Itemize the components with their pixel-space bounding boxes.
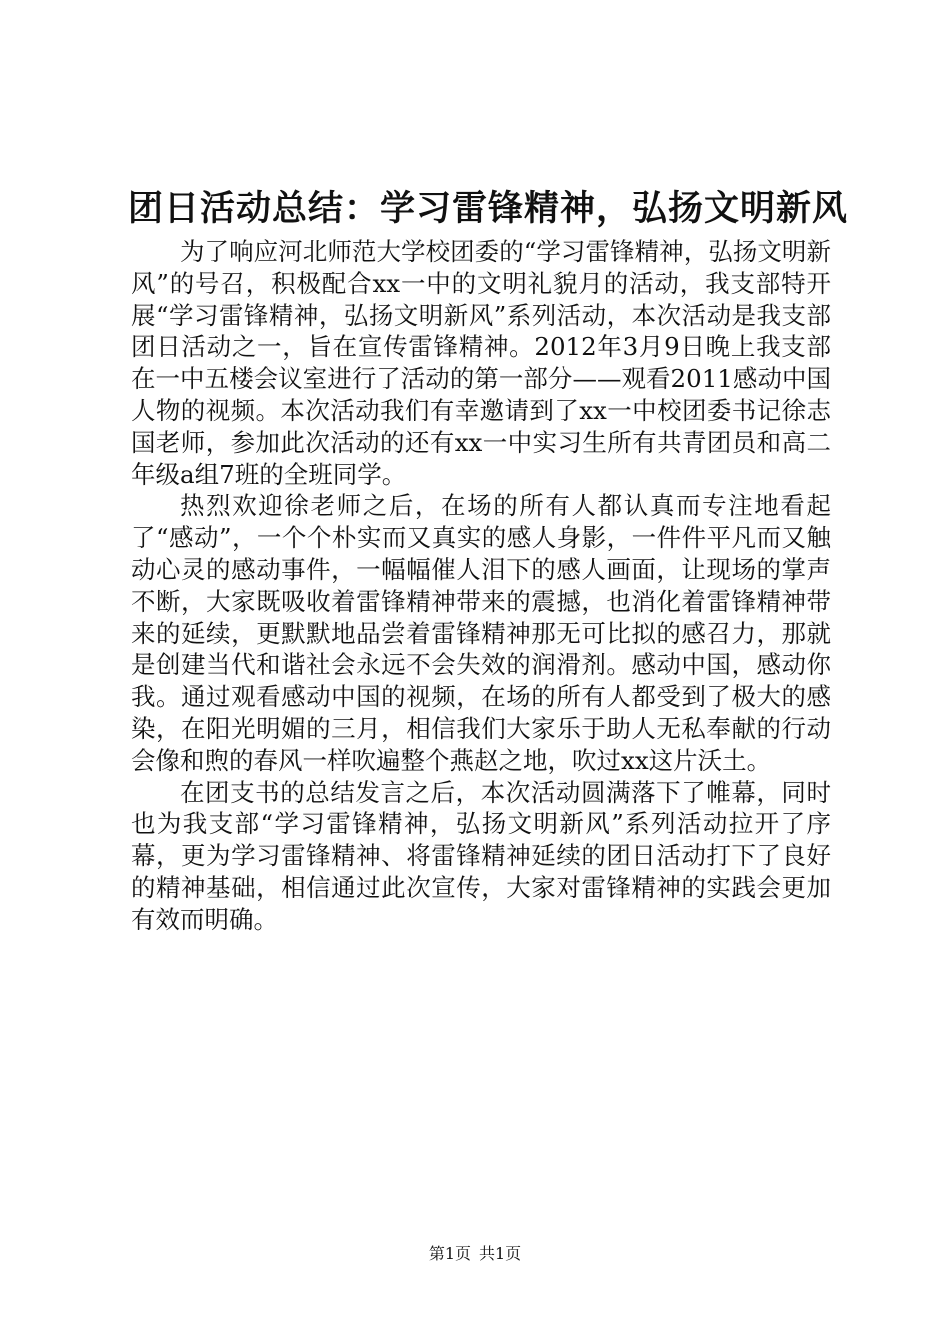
page-number-total: 共1页	[479, 1244, 522, 1263]
document-body	[131, 236, 831, 936]
document-title: 团日活动总结：学习雷锋精神，弘扬文明新风	[128, 188, 849, 229]
page-footer	[0, 1244, 950, 1264]
body-paragraph-2: 热烈欢迎徐老师之后，在场的所有人都认真而专注地看起了“感动”，一个个朴实而又真实的感人身影，一件件平凡而又触动心灵的感动事件，一幅幅催人泪下的感人画面，让现场的掌声不断，大家既吸收着雷锋精神带来的震撼，也消化着雷锋精神带来的延续，更默默地品尝着雷锋精神那无可比拟的感召力，那就是创建当代和谐社会永远不会失效的润滑剂。感动中国，感动你我。通过观看感动中国的视频，在场的所有人都受到了极大的感染，在阳光明媚的三月，相信我们大家乐于助人无私奉献的行动会像和煦的春风一样吹遍整个燕赵之地，吹过xx这片沃土。	[131, 491, 831, 775]
body-paragraph-1: 为了响应河北师范大学校团委的“学习雷锋精神，弘扬文明新风”的号召，积极配合xx一中的文明礼貌月的活动，我支部特开展“学习雷锋精神，弘扬文明新风”系列活动，本次活动是我支部团日活动之一，旨在宣传雷锋精神。2012年3月9日晚上我支部在一中五楼会议室进行了活动的第一部分——观看2011感动中国人物的视频。本次活动我们有幸邀请到了xx一中校团委书记徐志国老师，参加此次活动的还有xx一中实习生所有共青团员和高二年级a组7班的全班同学。	[131, 237, 831, 489]
page-number-current: 第1页	[428, 1244, 471, 1263]
body-paragraph-3: 在团支书的总结发言之后，本次活动圆满落下了帷幕，同时也为我支部“学习雷锋精神，弘扬文明新风”系列活动拉开了序幕，更为学习雷锋精神、将雷锋精神延续的团日活动打下了良好的精神基础，相信通过此次宣传，大家对雷锋精神的实践会更加有效而明确。	[131, 777, 831, 934]
